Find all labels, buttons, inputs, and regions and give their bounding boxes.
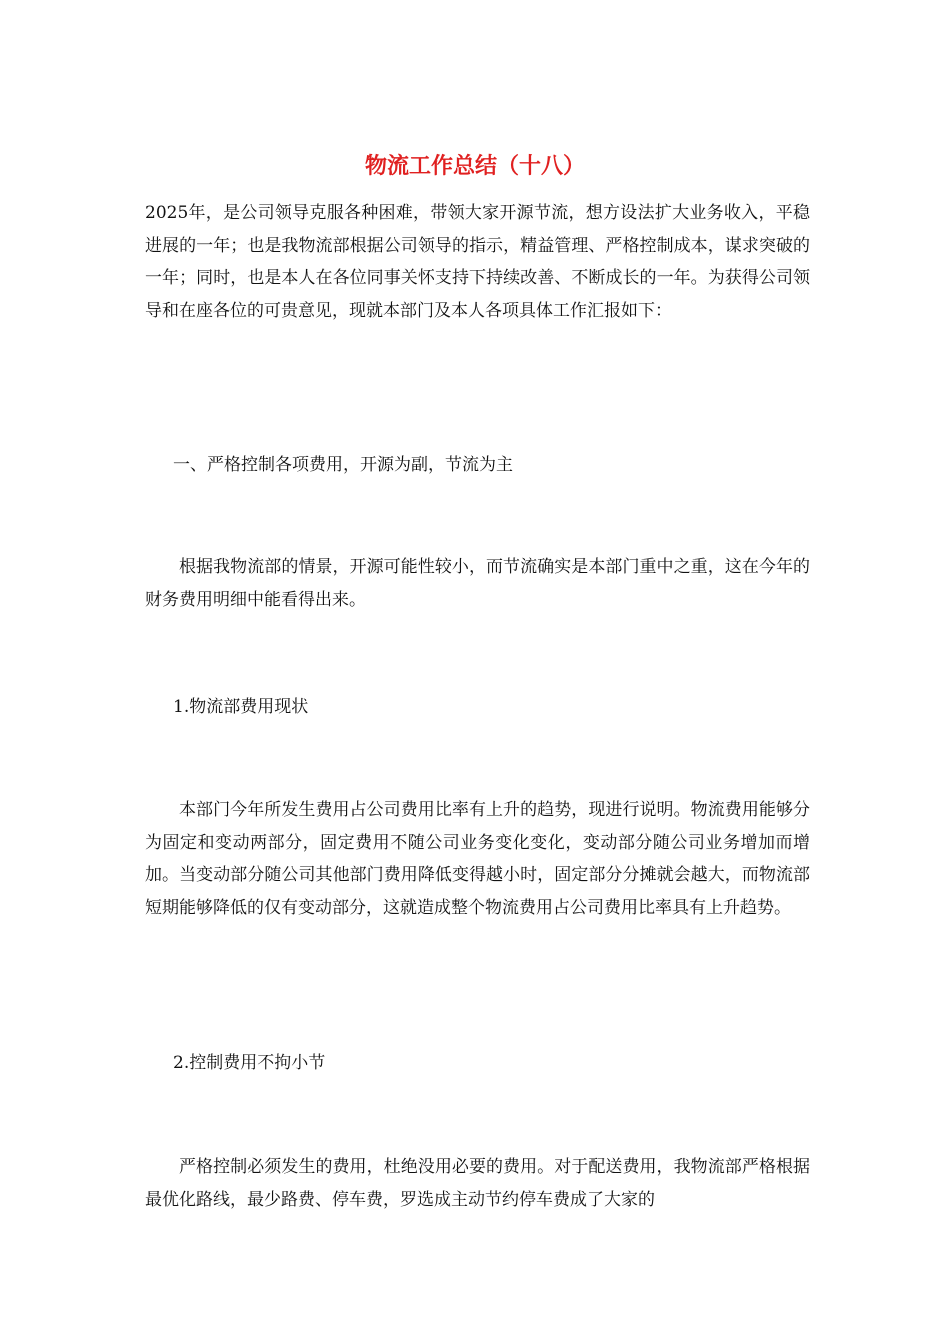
document-title: 物流工作总结（十八） [364, 153, 585, 179]
subsection-heading-1: 1.物流部费用现状 [173, 697, 309, 717]
subsection-heading-2: 2.控制费用不拘小节 [173, 1053, 326, 1073]
section-1-paragraph: 根据我物流部的情景，开源可能性较小，而节流确实是本部门重中之重，这在今年的财务费用明细中能看得出来。 [145, 557, 810, 610]
section-heading-1: 一、严格控制各项费用，开源为副，节流为主 [173, 455, 513, 475]
subsection-2-paragraph: 严格控制必须发生的费用，杜绝没用必要的费用。对于配送费用，我物流部严格根据最优化路线，最少路费、停车费，罗选成主动节约停车费成了大家的 [145, 1157, 810, 1210]
intro-paragraph: 2025年，是公司领导克服各种困难，带领大家开源节流，想方设法扩大业务收入，平稳进展的一年；也是我物流部根据公司领导的指示，精益管理、严格控制成本，谋求突破的一年；同时，也是本人在各位同事关怀支持下持续改善、不断成长的一年。为获得公司领导和在座各位的可贵意见，现就本部门及本人各项具体工作汇报如下： [145, 203, 810, 321]
subsection-1-paragraph: 本部门今年所发生费用占公司费用比率有上升的趋势，现进行说明。物流费用能够分为固定和变动两部分，固定费用不随公司业务变化变化，变动部分随公司业务增加而增加。当变动部分随公司其他部门费用降低变得越小时，固定部分分摊就会越大，而物流部短期能够降低的仅有变动部分，这就造成整个物流费用占公司费用比率具有上升趋势。 [145, 800, 810, 918]
